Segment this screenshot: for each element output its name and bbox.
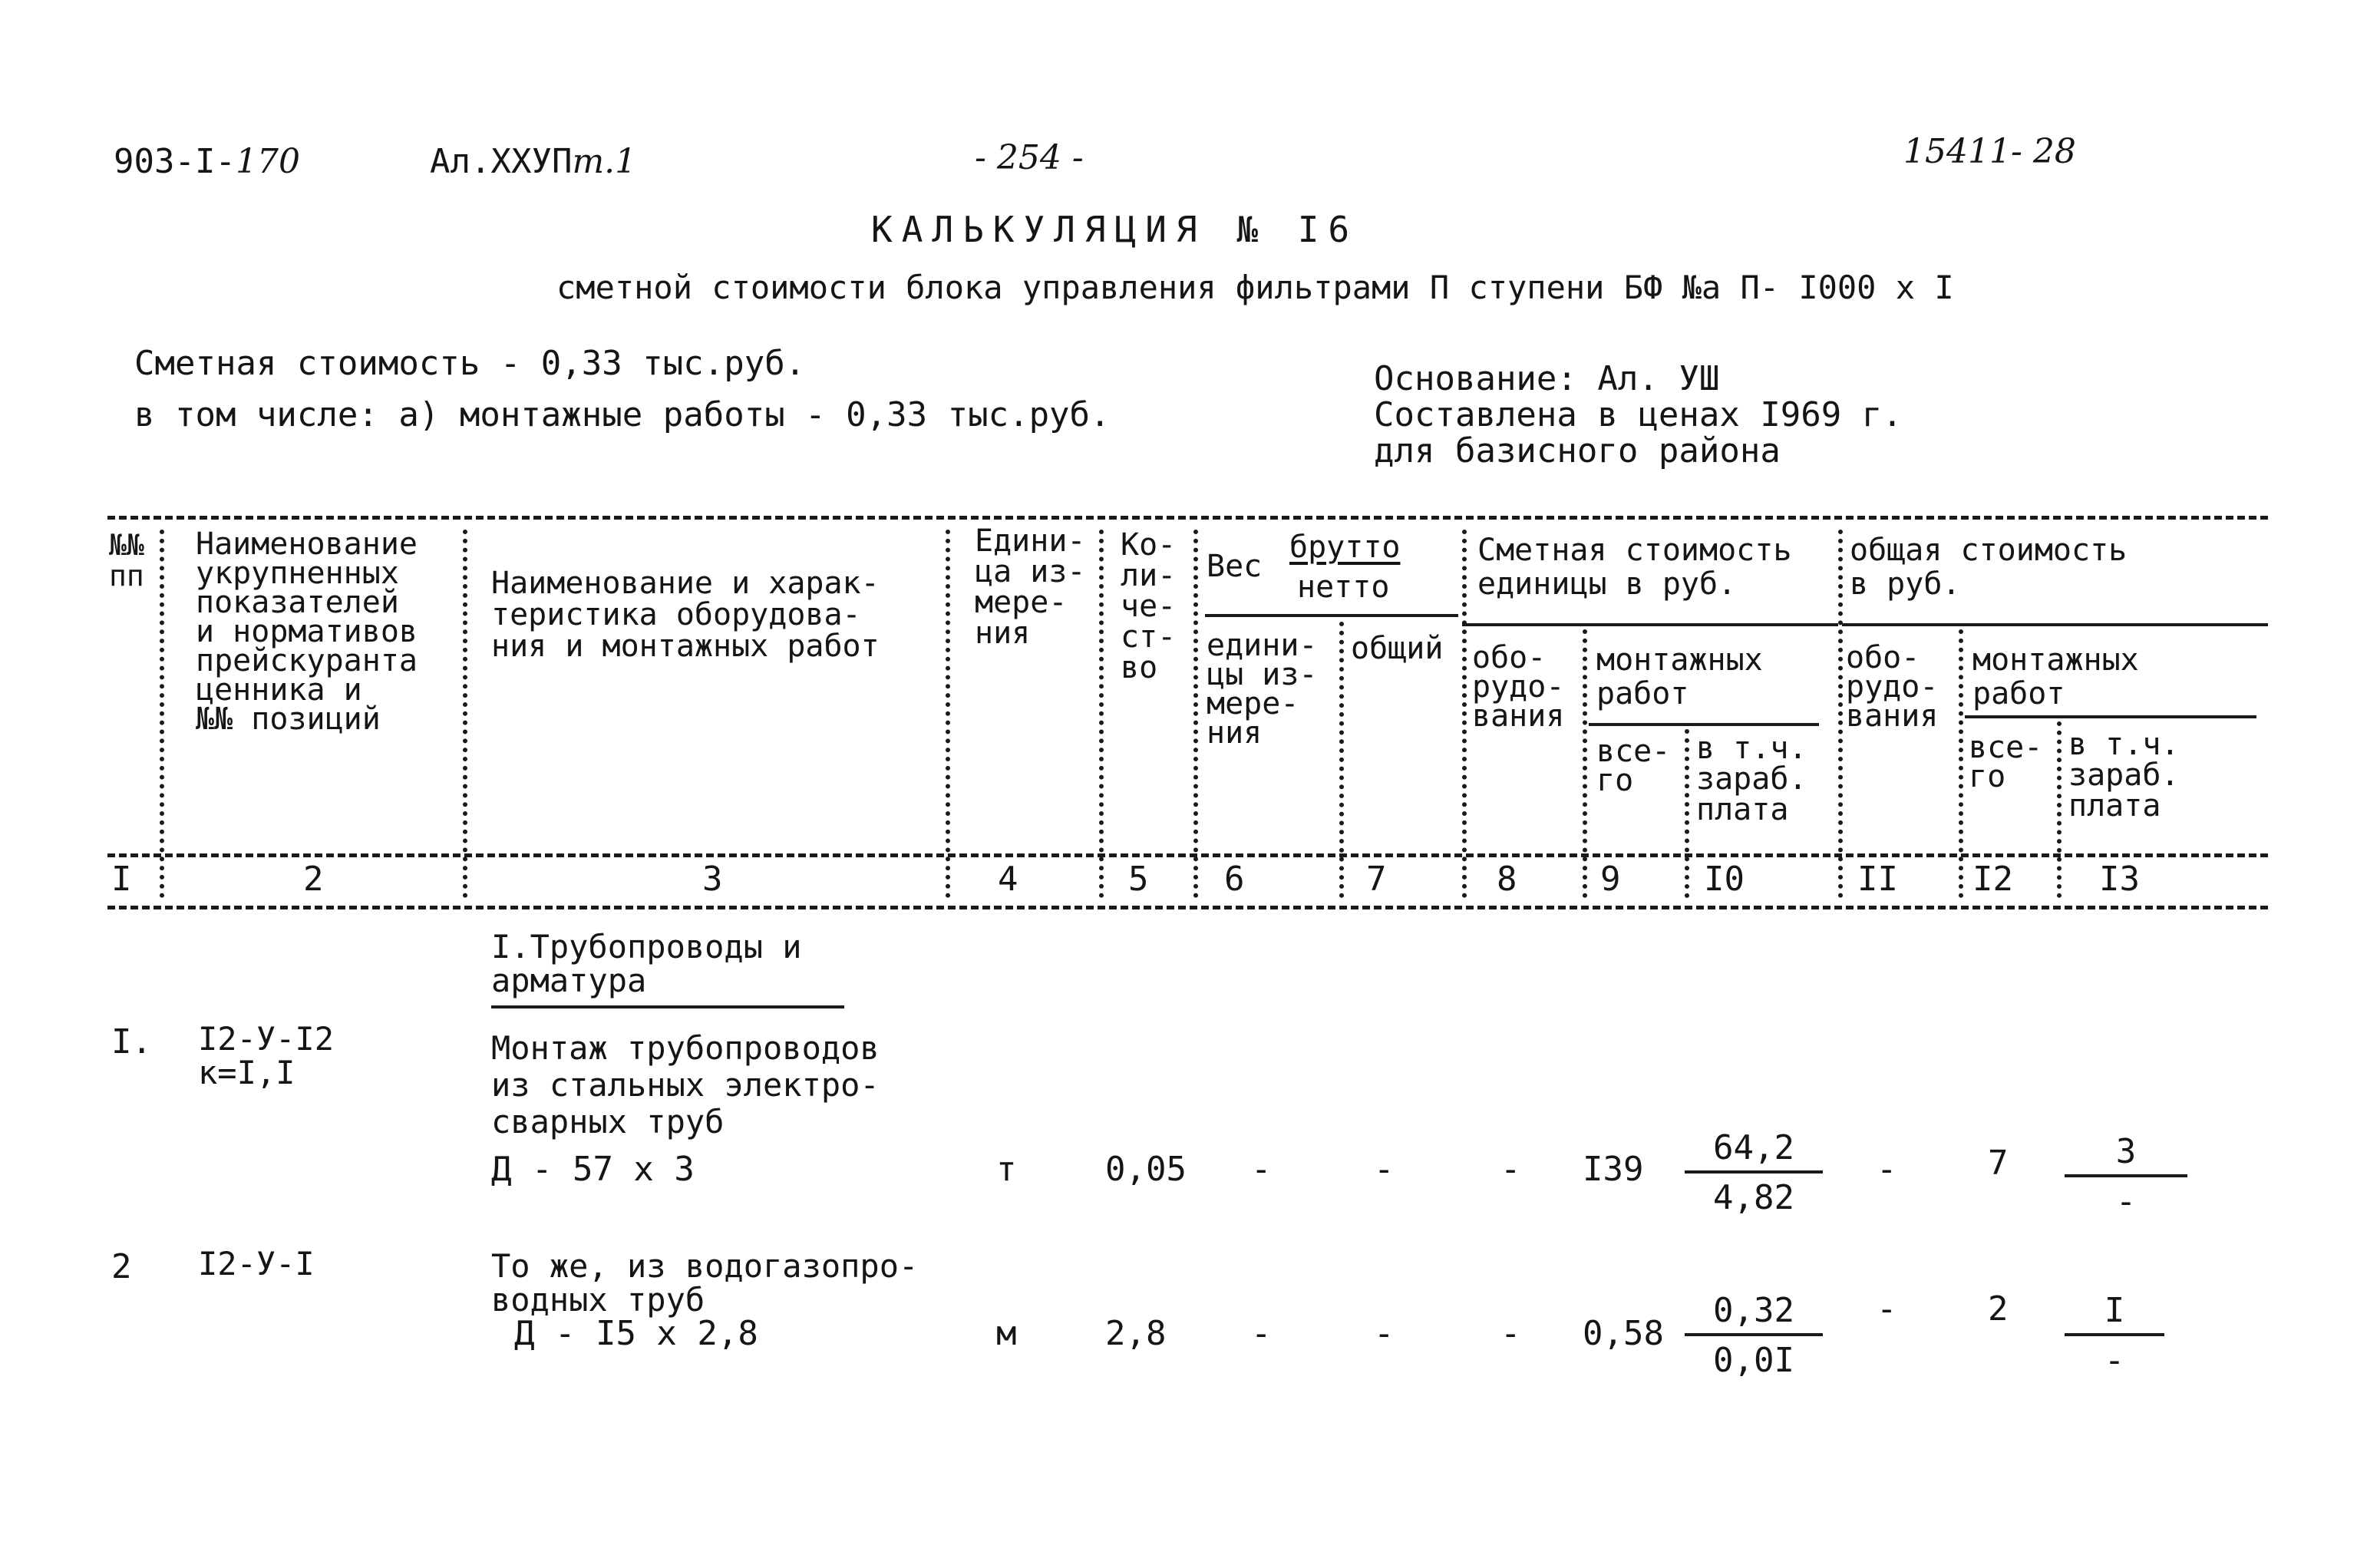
header-weight: Вес [1207,549,1263,584]
col-sep-4 [1099,530,1104,898]
col-sep-12 [2057,721,2062,898]
album-reference-printed: Ал.ХХУП [430,142,573,181]
stamp-code: 15411- 28 [1903,132,2076,171]
row-2-number: 2 [111,1247,132,1286]
col-sep-10 [1838,530,1843,898]
header-unit-installation-total: все- го [1596,734,1671,798]
col-number-11: II [1857,860,1898,899]
col-number-1: I [111,860,132,899]
document-code-printed: 903-I- [114,142,236,181]
col-number-7: 7 [1366,860,1387,899]
header-netto: нетто [1297,569,1390,605]
header-weight-unit: едини- цы из- мере- ния [1207,628,1318,751]
row-1-spec: Д - 57 х 3 [491,1150,695,1189]
header-quantity: Ко- ли- че- ст- во [1121,527,1177,685]
col-sep-2 [463,530,467,898]
row-1-code: I2-У-I2 к=I,I [198,1020,335,1091]
row-2-total-installation: 2 [1988,1289,2009,1329]
row-2-quantity: 2,8 [1105,1314,1167,1353]
row-1-unit-wages-fraction [1685,1128,1823,1217]
album-reference-handwritten: т.1 [572,142,637,181]
header-total-wages: в т.ч. зараб. плата [2068,727,2180,824]
col-number-2: 2 [303,860,324,899]
row-1-unit: т [996,1150,1017,1189]
row-1-unit-installation: I39 [1583,1150,1644,1189]
col-number-5: 5 [1128,860,1149,899]
row-1-quantity: 0,05 [1105,1150,1187,1189]
row-2-unit-installation-value: 0,32 [1685,1291,1823,1336]
col-number-8: 8 [1497,860,1517,899]
calculation-subtitle: сметной стоимости блока управления фильтрами П ступени БФ №а П- I000 х I [556,269,1954,306]
page-number: - 254 - [975,138,1084,177]
row-2-total-equipment: - [1877,1289,1897,1329]
header-total-equipment: обо- рудо- вания [1846,640,1939,734]
row-2-unit-wages-fraction [1685,1291,1823,1380]
row-2-total-installation-value: I [2065,1291,2164,1336]
col-number-10: I0 [1704,860,1745,899]
row-1-total-equipment: - [1877,1150,1897,1189]
header-brutto: брутто [1289,530,1401,565]
header-bottom-rule [107,853,2268,857]
row-1-total-installation: 7 [1988,1144,2009,1183]
row-1-total-installation-value: 3 [2065,1132,2187,1177]
row-1-name: Монтаж трубопроводов из стальных электро- сварных труб [491,1029,880,1141]
row-2-total-wages-value: - [2104,1341,2125,1380]
album-reference [430,142,636,181]
header-norms: Наименование укрупненных показателей и нормативов прейскуранта ценника и №№ позиций [196,527,418,737]
row-2-unit-installation: 0,58 [1583,1314,1664,1353]
row-2-weight-unit: - [1251,1314,1272,1353]
header-unit-wages: в т.ч. зараб. плата [1696,731,1807,827]
header-row-number: №№ пп [109,528,144,593]
row-1-total-wages-value: - [2115,1182,2137,1221]
document-code [114,142,300,181]
column-number-rule [107,906,2268,909]
estimated-cost: Сметная стоимость - 0,33 тыс.руб. [134,344,806,383]
document-code-handwritten: 170 [235,142,300,181]
row-1-unit-wages-value: 4,82 [1713,1178,1794,1217]
row-2-total-wages-fraction [2065,1291,2164,1380]
col-number-4: 4 [998,860,1018,899]
col-sep-1 [160,530,164,898]
unit-mont-split-rule [1589,723,1819,726]
row-2-unit-wages-value: 0,0I [1713,1341,1794,1380]
prices-year: Составлена в ценах I969 г. [1374,395,1903,434]
table-top-rule [107,516,2268,520]
row-1-unit-equipment: - [1500,1150,1521,1189]
row-2-spec: Д - I5 х 2,8 [514,1314,758,1353]
row-1-unit-installation-value: 64,2 [1685,1128,1823,1174]
col-sep-5 [1193,530,1198,898]
row-2-code: I2-У-I [198,1245,315,1282]
row-1-total-wages-fraction [2065,1132,2187,1221]
row-2-unit-equipment: - [1500,1314,1521,1353]
header-total-cost: общая стоимость в руб. [1850,533,2128,602]
header-total-installation-total: все- го [1969,730,2043,794]
col-sep-8 [1583,629,1587,898]
row-2-unit: м [996,1314,1017,1353]
col-sep-7 [1462,530,1467,898]
col-sep-11 [1959,629,1963,898]
col-number-3: 3 [702,860,723,899]
header-unit-equipment: обо- рудо- вания [1472,640,1565,734]
including-installation: в том числе: а) монтажные работы - 0,33 тыс.руб. [134,395,1111,434]
col-sep-6 [1339,622,1344,898]
col-number-13: I3 [2099,860,2140,899]
section-title-underline [491,1005,844,1008]
row-2-weight-total: - [1374,1314,1395,1353]
base-region: для базисного района [1374,431,1781,470]
row-1-number: I. [111,1022,152,1061]
row-1-weight-total: - [1374,1150,1395,1189]
col-number-6: 6 [1224,860,1245,899]
col-sep-9 [1685,729,1689,898]
header-unit-installation: монтажных работ [1596,642,1763,711]
unit-cost-split-rule [1462,623,1838,626]
header-unit-cost: Сметная стоимость единицы в руб. [1477,533,1792,602]
header-total-installation: монтажных работ [1972,642,2139,711]
col-sep-3 [946,530,950,898]
header-weight-total: общий [1351,631,1444,666]
col-number-12: I2 [1972,860,2013,899]
row-2-name: То же, из водогазопро- водных труб [491,1247,919,1319]
weight-split-rule [1205,614,1458,617]
header-equipment-name: Наименование и харак- теристика оборудова- ния и монтажных работ [491,566,880,664]
col-number-9: 9 [1600,860,1621,899]
header-unit: Едини- ца из- мере- ния [975,523,1086,651]
basis: Основание: Ал. УШ [1374,359,1720,398]
calculation-heading: КАЛЬКУЛЯЦИЯ № I6 [871,209,1359,250]
total-cost-split-rule [1842,623,2268,626]
row-1-weight-unit: - [1251,1150,1272,1189]
total-mont-split-rule [1965,715,2256,718]
section-title: I.Трубопроводы и арматура [491,928,802,999]
